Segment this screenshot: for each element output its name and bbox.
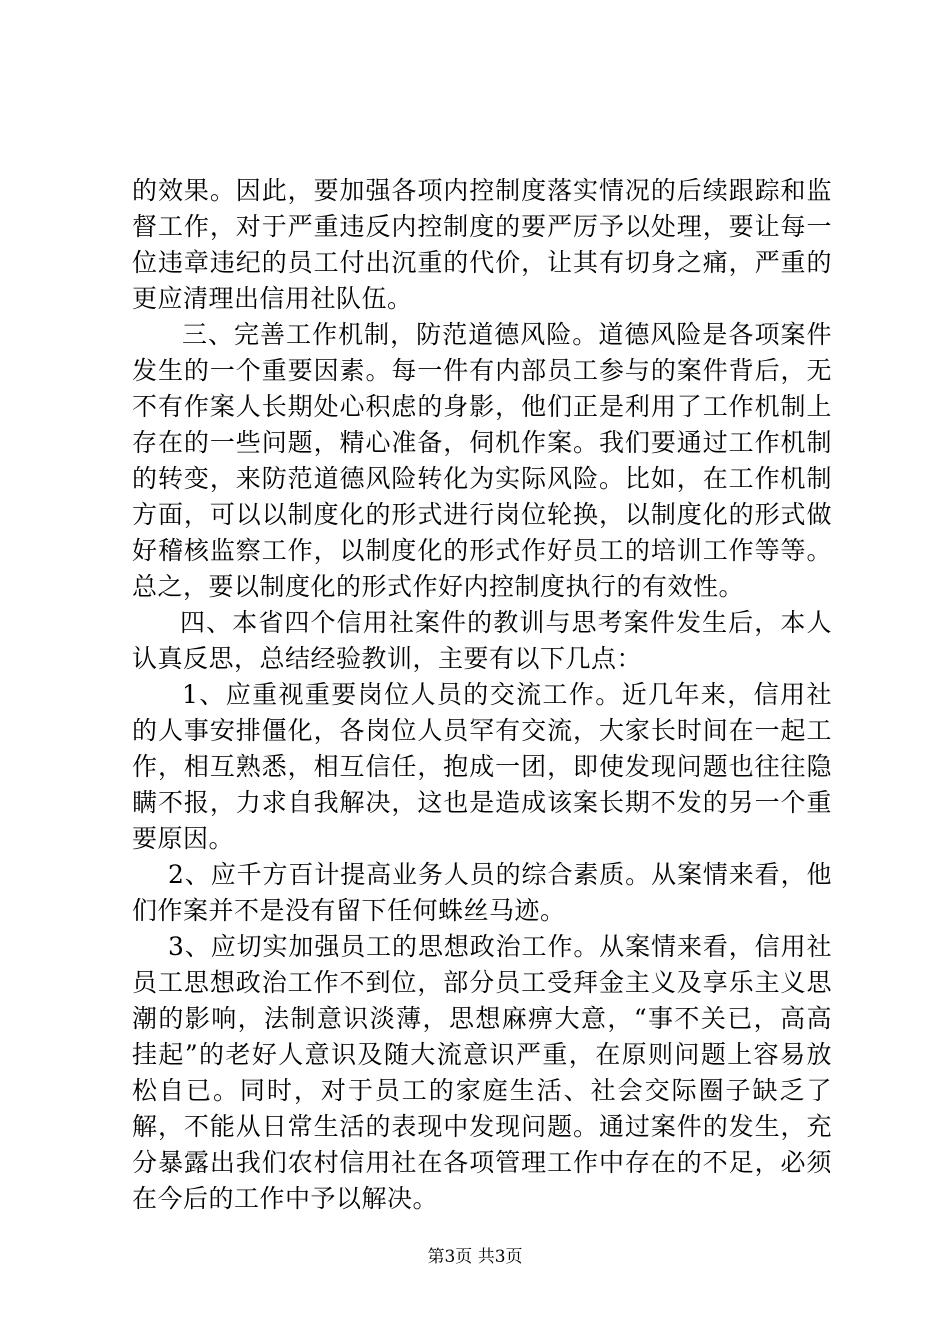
paragraph-point-two: 2、应千方百计提高业务人员的综合素质。从案情来看，他们作案并不是没有留下任何蛛丝马迹。	[132, 860, 832, 925]
page-number-footer: 第3页 共3页	[427, 1247, 523, 1267]
paragraph-continuation: 的效果。因此，要加强各项内控制度落实情况的后续跟踪和监督工作，对于严重违反内控制度的要严厉予以处理，要让每一位违章违纪的员工付出沉重的代价，让其有切身之痛，严重的更应清理出信用社队伍。	[132, 176, 832, 313]
paragraph-point-one: 1、应重视重要岗位人员的交流工作。近几年来，信用社的人事安排僵化，各岗位人员罕有交流，大家长时间在一起工作，相互熟悉，相互信任，抱成一团，即使发现问题也往往隐瞒不报，力求自我解决，这也是造成该案长期不发的另一个重要原因。	[132, 680, 832, 853]
paragraph-point-three: 3、应切实加强员工的思想政治工作。从案情来看，信用社员工思想政治工作不到位，部分员工受拜金主义及享乐主义思潮的影响，法制意识淡薄，思想麻痹大意，“事不关已，高高挂起”的老好人意识及随大流意识严重，在原则问题上容易放松自已。同时，对于员工的家庭生活、社会交际圈子缺乏了解，不能从日常生活的表现中发现问题。通过案件的发生，充分暴露出我们农村信用社在各项管理工作中存在的不足，必须在今后的工作中予以解决。	[132, 932, 832, 1213]
paragraph-section-four: 四、本省四个信用社案件的教训与思考案件发生后，本人认真反思，总结经验教训，主要有以下几点：	[132, 608, 832, 673]
paragraph-section-three: 三、完善工作机制，防范道德风险。道德风险是各项案件发生的一个重要因素。每一件有内部员工参与的案件背后，无不有作案人长期处心积虑的身影，他们正是利用了工作机制上存在的一些问题，精心准备，伺机作案。我们要通过工作机制的转变，来防范道德风险转化为实际风险。比如，在工作机制方面，可以以制度化的形式进行岗位轮换，以制度化的形式做好稽核监察工作，以制度化的形式作好员工的培训工作等等。总之，要以制度化的形式作好内控制度执行的有效性。	[132, 320, 832, 601]
document-body	[132, 173, 832, 1217]
